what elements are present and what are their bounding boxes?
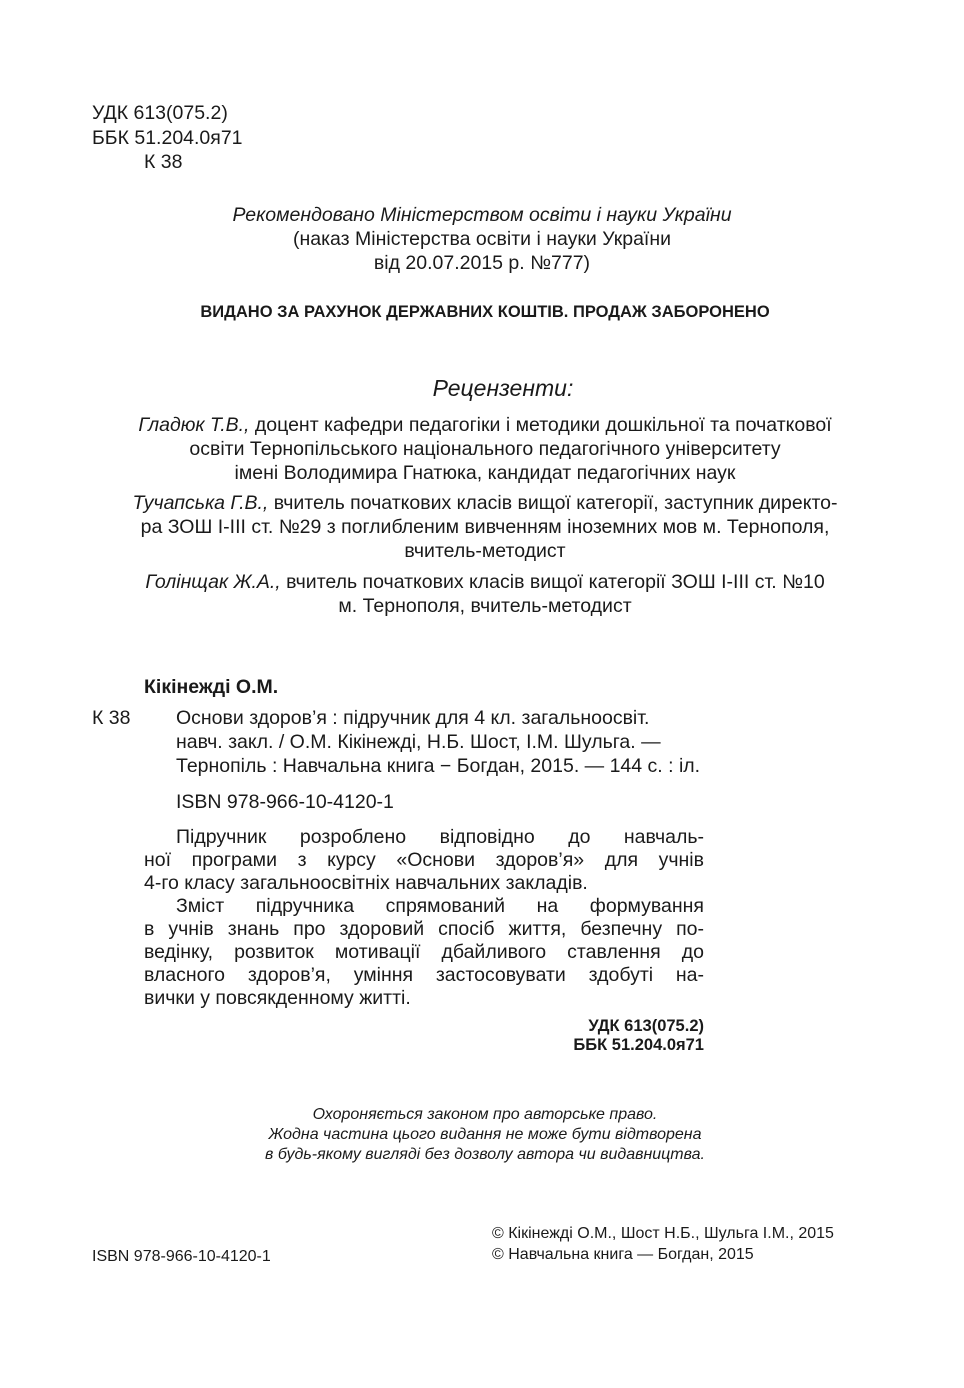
catalog-description-line-2: навч. закл. / О.М. Кікінежді, Н.Б. Шост, І.М. Шульга. — bbox=[176, 731, 661, 753]
reviewer-3-position: вчитель початкових класів вищої категорії ЗОШ І-ІІІ ст. №10 bbox=[286, 571, 825, 593]
reviewer-1-name: Гладюк Т.В., bbox=[138, 414, 250, 436]
abstract-line: ведінку, розвиток мотивації дбайливого ставлення до bbox=[144, 941, 704, 963]
catalog-author: Кікінежді О.М. bbox=[144, 676, 279, 698]
reviewer-2-name: Тучапська Г.В., bbox=[132, 492, 269, 514]
catalog-abstract bbox=[144, 826, 704, 1010]
footer-isbn: ISBN 978-966-10-4120-1 bbox=[92, 1248, 271, 1265]
catalog-udk: УДК 613(075.2) bbox=[588, 1017, 704, 1035]
free-distribution-notice: ВИДАНО ЗА РАХУНОК ДЕРЖАВНИХ КОШТІВ. ПРОДАЖ ЗАБОРОНЕНО bbox=[200, 303, 770, 321]
reviewer-2-line-3: вчитель-методист bbox=[404, 540, 566, 562]
abstract-line: ної програми з курсу «Основи здоров’я» для учнів bbox=[144, 849, 704, 871]
abstract-line: Підручник розроблено відповідно до навчаль- bbox=[176, 826, 704, 848]
catalog-description-line-3: Тернопіль : Навчальна книга − Богдан, 2015. — 144 с. : іл. bbox=[176, 755, 701, 777]
catalog-bbk: ББК 51.204.0я71 bbox=[573, 1036, 704, 1054]
reviewer-3-line-1 bbox=[0, 571, 964, 594]
recommendation-line-1: Рекомендовано Міністерством освіти і науки України bbox=[232, 204, 732, 226]
udk-code: УДК 613(075.2) bbox=[92, 102, 228, 124]
reviewer-2-position: вчитель початкових класів вищої категорії, заступник директо- bbox=[273, 492, 838, 514]
copyright-notice-line-2: Жодна частина цього видання не може бути відтворена bbox=[268, 1126, 702, 1143]
copyright-publisher: © Навчальна книга — Богдан, 2015 bbox=[492, 1246, 754, 1263]
catalog-isbn: ISBN 978-966-10-4120-1 bbox=[176, 791, 394, 813]
reviewer-1-line-3: імені Володимира Гнатюка, кандидат педагогічних наук bbox=[234, 462, 736, 484]
copyright-notice-line-3: в будь-якому вигляді без дозволу автора чи видавництва. bbox=[265, 1146, 705, 1163]
catalog-description-line-1: Основи здоров’я : підручник для 4 кл. загальноосвіт. bbox=[176, 707, 650, 729]
reviewer-3-name: Голінщак Ж.А., bbox=[145, 571, 281, 593]
copyright-notice-line-1: Охороняється законом про авторське право. bbox=[312, 1106, 658, 1123]
abstract-line: вички у повсякденному житті. bbox=[144, 987, 411, 1009]
author-mark: К 38 bbox=[144, 151, 183, 173]
abstract-line: Зміст підручника спрямований на формування bbox=[176, 895, 704, 917]
catalog-code: К 38 bbox=[92, 707, 131, 729]
reviewers-heading: Рецензенти: bbox=[432, 375, 574, 401]
abstract-line: 4-го класу загальноосвітніх навчальних закладів. bbox=[144, 872, 588, 894]
reviewer-2-line-1 bbox=[0, 492, 964, 515]
reviewer-1-line-2: освіти Тернопільського національного педагогічного університету bbox=[189, 438, 781, 460]
reviewer-1-line-1 bbox=[0, 414, 964, 437]
recommendation-line-3: від 20.07.2015 р. №777) bbox=[373, 252, 591, 274]
recommendation-line-2: (наказ Міністерства освіти і науки України bbox=[292, 228, 672, 250]
abstract-line: в учнів знань про здоровий спосіб життя, безпечну по- bbox=[144, 918, 704, 940]
bbk-code: ББК 51.204.0я71 bbox=[92, 127, 243, 149]
reviewer-2-line-2: ра ЗОШ І-ІІІ ст. №29 з поглибленим вивченням іноземних мов м. Тернополя, bbox=[140, 516, 830, 538]
copyright-authors: © Кікінежді О.М., Шост Н.Б., Шульга І.М., 2015 bbox=[492, 1225, 834, 1242]
abstract-line: власного здоров’я, уміння застосовувати здобуті на- bbox=[144, 964, 704, 986]
reviewer-3-line-2: м. Тернополя, вчитель-методист bbox=[338, 595, 632, 617]
reviewer-1-position: доцент кафедри педагогіки і методики дошкільної та початкової bbox=[254, 414, 832, 436]
